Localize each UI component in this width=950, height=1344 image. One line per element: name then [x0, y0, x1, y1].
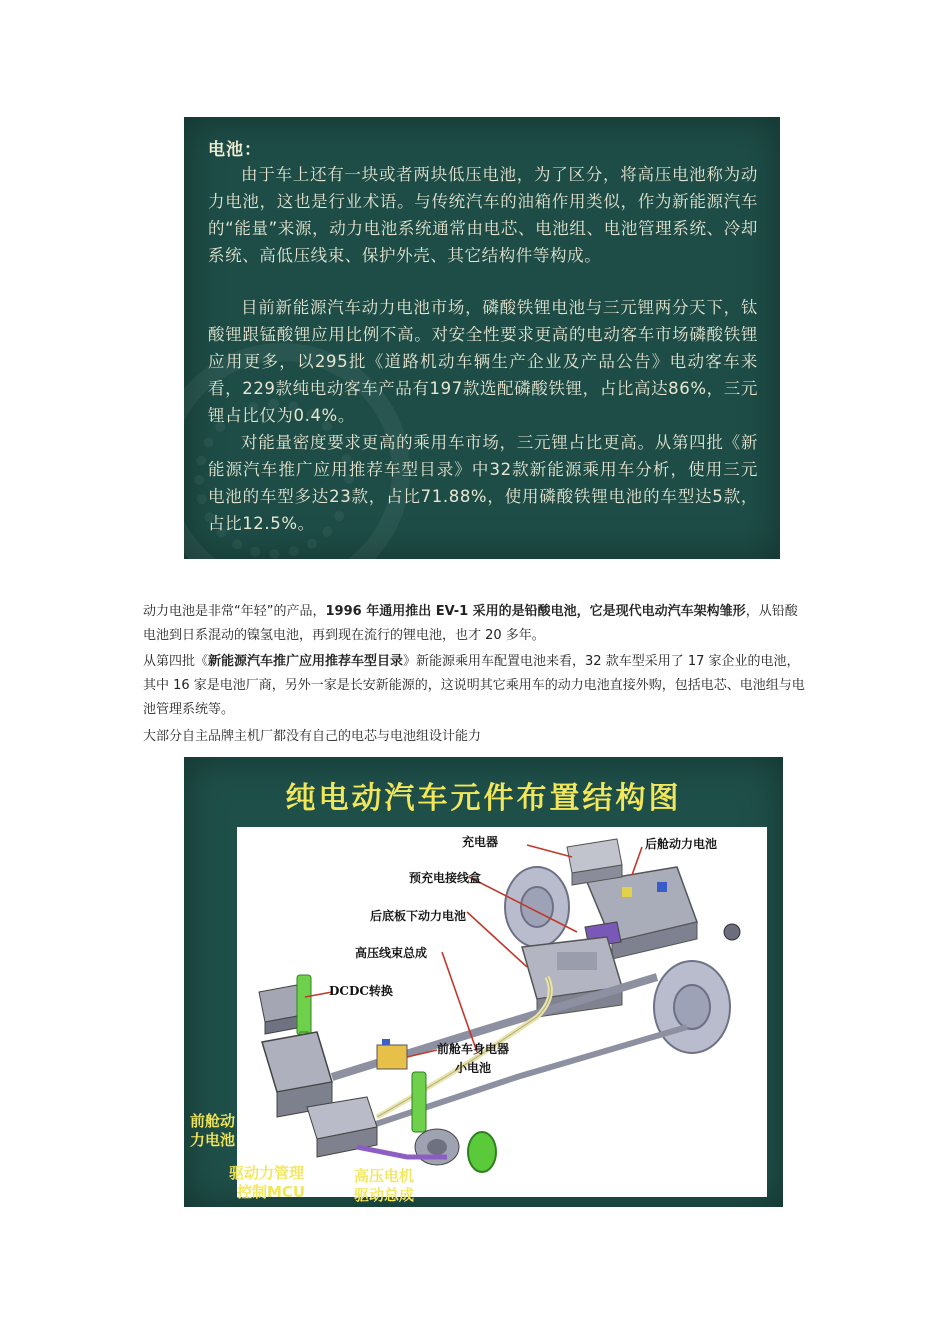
motor-shape	[415, 1129, 459, 1165]
label-line: 前舱动	[190, 1112, 236, 1130]
label-line: 驱动总成	[354, 1186, 415, 1204]
label-dcdc: DCDC转换	[329, 984, 393, 998]
dcdc-shape	[259, 985, 303, 1034]
text-run: ，从铅酸电池到日系混动的镍氢电池，再到现在流行的锂电池，也才 20 多年。	[143, 604, 798, 643]
text-run-bold: 新能源汽车推广应用推荐车型目录	[208, 654, 404, 669]
label-line: 控制MCU	[237, 1183, 306, 1201]
label-line: 高压电机	[354, 1167, 415, 1185]
label-drive-mcu	[229, 1164, 305, 1202]
vehicle-layout-illustration	[237, 827, 767, 1197]
battery-slide	[184, 117, 780, 559]
diagram-title: 纯电动汽车元件布置结构图	[285, 781, 682, 816]
text-run-bold: 1996 年通用推出 EV-1 采用的是铅酸电池，它是现代电动汽车架构雏形	[325, 604, 746, 619]
text-run: 》新能源乘用车配置电池来看，32 款车型采用了 17 家企业的电池，其中 16 家是电池厂商，另外一家是长安新能源的，这说明其它乘用车的动力电池直接外购，包括电芯、电池组与电池管理系统等。	[143, 654, 805, 717]
slide-paragraph-1: 由于车上还有一块或者两块低压电池，为了区分，将高压电池称为动力电池，这也是行业术语。与传统汽车的油箱作用类似，作为新能源汽车的“能量”来源，动力电池系统通常由电芯、电池组、电池管理系统、冷却系统、高低压线束、保护外壳、其它结构件等构成。	[208, 165, 758, 265]
slide-paragraph-3: 对能量密度要求更高的乘用车市场，三元锂占比更高。从第四批《新能源汽车推广应用推荐车型目录》中32款新能源乘用车分析，使用三元电池的车型多达23款，占比71.88%，使用磷酸铁锂电池的车型达5款，占比12.5%。	[208, 433, 758, 533]
diagram-panel	[237, 827, 767, 1197]
label-rear-floor-battery: 后底板下动力电池	[370, 909, 467, 923]
label-line: 力电池	[190, 1131, 236, 1149]
body-paragraph-3: 大部分自主品牌主机厂都没有自己的电芯与电池组设计能力	[143, 729, 482, 744]
body-paragraph-1	[143, 600, 807, 648]
label-charger: 充电器	[462, 835, 499, 849]
label-rear-battery: 后舱动力电池	[645, 837, 718, 851]
label-front-body-electrics: 前舱车身电器	[437, 1042, 510, 1056]
label-small-battery: 小电池	[455, 1061, 492, 1075]
slide-title: 电池：	[208, 140, 262, 160]
label-line: 驱动力管理	[229, 1164, 305, 1182]
label-hv-motor	[354, 1167, 414, 1205]
rear-right-wheel	[654, 961, 730, 1053]
text-run: 从第四批《	[143, 654, 209, 669]
front-right-wheel	[468, 1132, 496, 1172]
label-front-power-battery	[190, 1112, 235, 1150]
rear-left-wheel	[505, 867, 569, 947]
front-right-suspension	[412, 1072, 426, 1132]
label-precharge-box: 预充电接线盒	[409, 871, 482, 885]
body-paragraph-2	[143, 650, 807, 722]
text-run: 动力电池是非常“年轻”的产品，	[143, 604, 326, 619]
label-hv-harness: 高压线束总成	[355, 946, 428, 960]
small-battery-shape	[377, 1039, 407, 1069]
component-layout-slide	[184, 757, 783, 1207]
slide-paragraph-2: 目前新能源汽车动力电池市场，磷酸铁锂电池与三元锂两分天下，钛酸锂跟锰酸锂应用比例不高。对安全性要求更高的电动客车市场磷酸铁锂应用更多，以295批《道路机动车辆生产企业及产品公告》电动客车来看，229款纯电动客车产品有197款选配磷酸铁锂，占比高达86%，三元锂占比仅为0.4%。	[208, 298, 758, 425]
charger-shape	[567, 839, 622, 885]
